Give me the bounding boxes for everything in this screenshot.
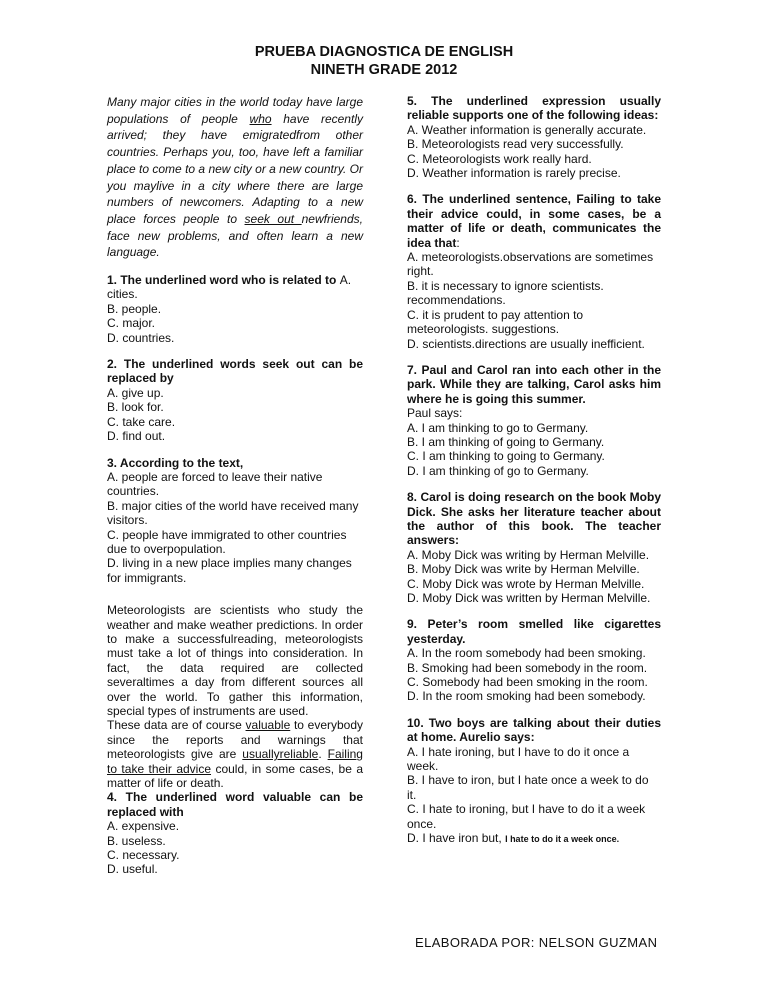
question-7-lead: Paul says: [407,406,463,421]
underlined-who: who [249,111,272,126]
reading-passage-2: Meteorologists are scientists who study the weather and make weather predictions. In order to make a successfulreading, meteorologists must take a lot of things into consideration. In fact, the data required are collected severaltimes a day from different sources all over the world. To gather this information, special types of instruments are used. [107,603,363,718]
question-8-heading: 8. Carol is doing research on the book Moby Dick. She asks her literature teacher about the author of this book. The teacher answers: [407,490,661,548]
question-7-option-a: A. I am thinking to go to Germany. [407,420,589,435]
question-5-option-a: A. Weather information is generally accurate. [407,122,647,137]
question-4-option-d: D. useful. [107,862,158,877]
question-5 [407,94,661,180]
question-6-option-a: A. meteorologists.observations are sometimes right. [407,250,654,279]
question-3-heading: 3. According to the text, [107,455,244,470]
question-4-option-c: C. necessary. [107,848,180,863]
question-5-option-d: D. Weather information is rarely precise. [407,166,621,181]
question-2-option-b: B. look for. [107,400,164,415]
underlined-valuable: valuable [245,718,291,733]
question-7-option-b: B. I am thinking of going to Germany. [407,434,605,449]
question-9-option-b: B. Smoking had been somebody in the room. [407,660,648,675]
question-1 [107,273,363,345]
question-8-option-d: D. Moby Dick was written by Herman Melville. [407,591,651,605]
question-9-option-c: C. Somebody had been smoking in the room. [407,675,648,690]
question-6-option-c: C. it is prudent to pay attention to meteorologists. suggestions. [407,307,584,337]
question-9 [407,617,661,703]
question-2 [107,357,363,443]
question-4 [107,790,363,876]
question-6-heading: 6. The underlined sentence, Failing to take their advice could, in some cases, be a matter of life or death, communicates the idea that: [407,192,661,250]
question-3-option-a: A. people are forced to leave their native countries. [107,469,323,499]
question-4-option-b: B. useless. [107,833,166,848]
question-7 [407,363,661,478]
reading-passage-2-continued: These data are of course valuable to everybody since the reports and warnings that meteorologists give are usuallyreliable. Failing to take their advice could, in some cases, be a matter of life or death. [107,718,364,791]
question-1-option-b: B. people. [107,301,162,316]
question-2-option-d: D. find out. [107,429,166,444]
reading-passage-1: Many major cities in the world today have large populations of people who have recently arrived; they have emigratedfrom other countries. Perhaps you, too, have left a familiar place to come to a new city or a new country. Or you maylive in a city where there are large numbers of newcomers. Adapting to a new place forces people to seek out newfriends, face new problems, and often learn a new language. [107,95,363,260]
left-column [107,94,363,889]
question-3 [107,456,363,586]
author-credit: ELABORADA POR: NELSON GUZMAN [415,935,658,950]
question-8-option-a: A. Moby Dick was writing by Herman Melville. [407,547,650,562]
question-3-option-c: C. people have immigrated to other countries due to overpopulation. [107,527,347,556]
question-1-heading: 1. The underlined word who is related to [107,273,340,288]
question-8-option-b: B. Moby Dick was write by Herman Melville. [407,562,640,577]
question-3-option-d: D. living in a new place implies many changes for immigrants. [107,556,352,585]
question-10-option-a: A. I hate ironing, but I have to do it once a week. [407,744,630,774]
underlined-failing-advice: Failing to take their advice [107,747,363,776]
question-9-option-a: A. In the room somebody had been smoking. [407,646,646,661]
question-1-option-c: C. major. [107,316,156,331]
question-1-option-a: A. cities. [107,273,352,302]
question-2-option-c: C. take care. [107,414,176,429]
question-2-heading: 2. The underlined words seek out can be replaced by [107,357,363,386]
question-6 [407,192,661,350]
question-5-option-c: C. Meteorologists work really hard. [407,151,592,166]
document-title [0,43,768,79]
question-8-option-c: C. Moby Dick was wrote by Herman Melville. [407,576,645,591]
question-10-option-c: C. I hate to ironing, but I have to do it a week once. [407,802,646,831]
question-5-option-b: B. Meteorologists read very successfully. [407,137,624,152]
underlined-usually-reliable: usuallyreliable [242,747,319,762]
question-7-heading: 7. Paul and Carol ran into each other in the park. While they are talking, Carol asks him where he is going this summer. [407,362,661,406]
question-7-option-c: C. I am thinking to going to Germany. [407,449,605,464]
question-8 [407,490,661,605]
question-9-option-d: D. In the room smoking had been somebody. [407,689,646,704]
question-4-heading: 4. The underlined word valuable can be replaced with [107,790,363,819]
question-10-heading: 10. Two boys are talking about their duties at home. Aurelio says: [407,715,661,745]
underlined-seek-out: seek out [244,211,302,226]
question-6-option-d: D. scientists.directions are usually inefficient. [407,336,645,351]
question-5-heading: 5. The underlined expression usually reliable supports one of the following ideas: [407,94,661,123]
title-line-2: NINETH GRADE 2012 [310,62,458,78]
question-4-option-a: A. expensive. [107,819,180,834]
title-line-1: PRUEBA DIAGNOSTICA DE ENGLISH [254,44,514,60]
question-10-option-d: D. I have iron but, I hate to do it a week once. [407,831,620,846]
question-9-heading: 9. Peter’s room smelled like cigarettes yesterday. [407,617,661,646]
question-1-option-d: D. countries. [107,330,175,345]
question-7-option-d: D. I am thinking of go to Germany. [407,463,589,478]
question-10-option-b: B. I have to iron, but I hate once a week to do it. [407,773,649,802]
right-column [407,94,661,859]
question-3-option-b: B. major cities of the world have received many visitors. [107,498,359,528]
question-6-option-b: B. it is necessary to ignore scientists. recommendations. [407,278,604,308]
question-10 [407,716,661,847]
question-2-option-a: A. give up. [107,385,164,400]
